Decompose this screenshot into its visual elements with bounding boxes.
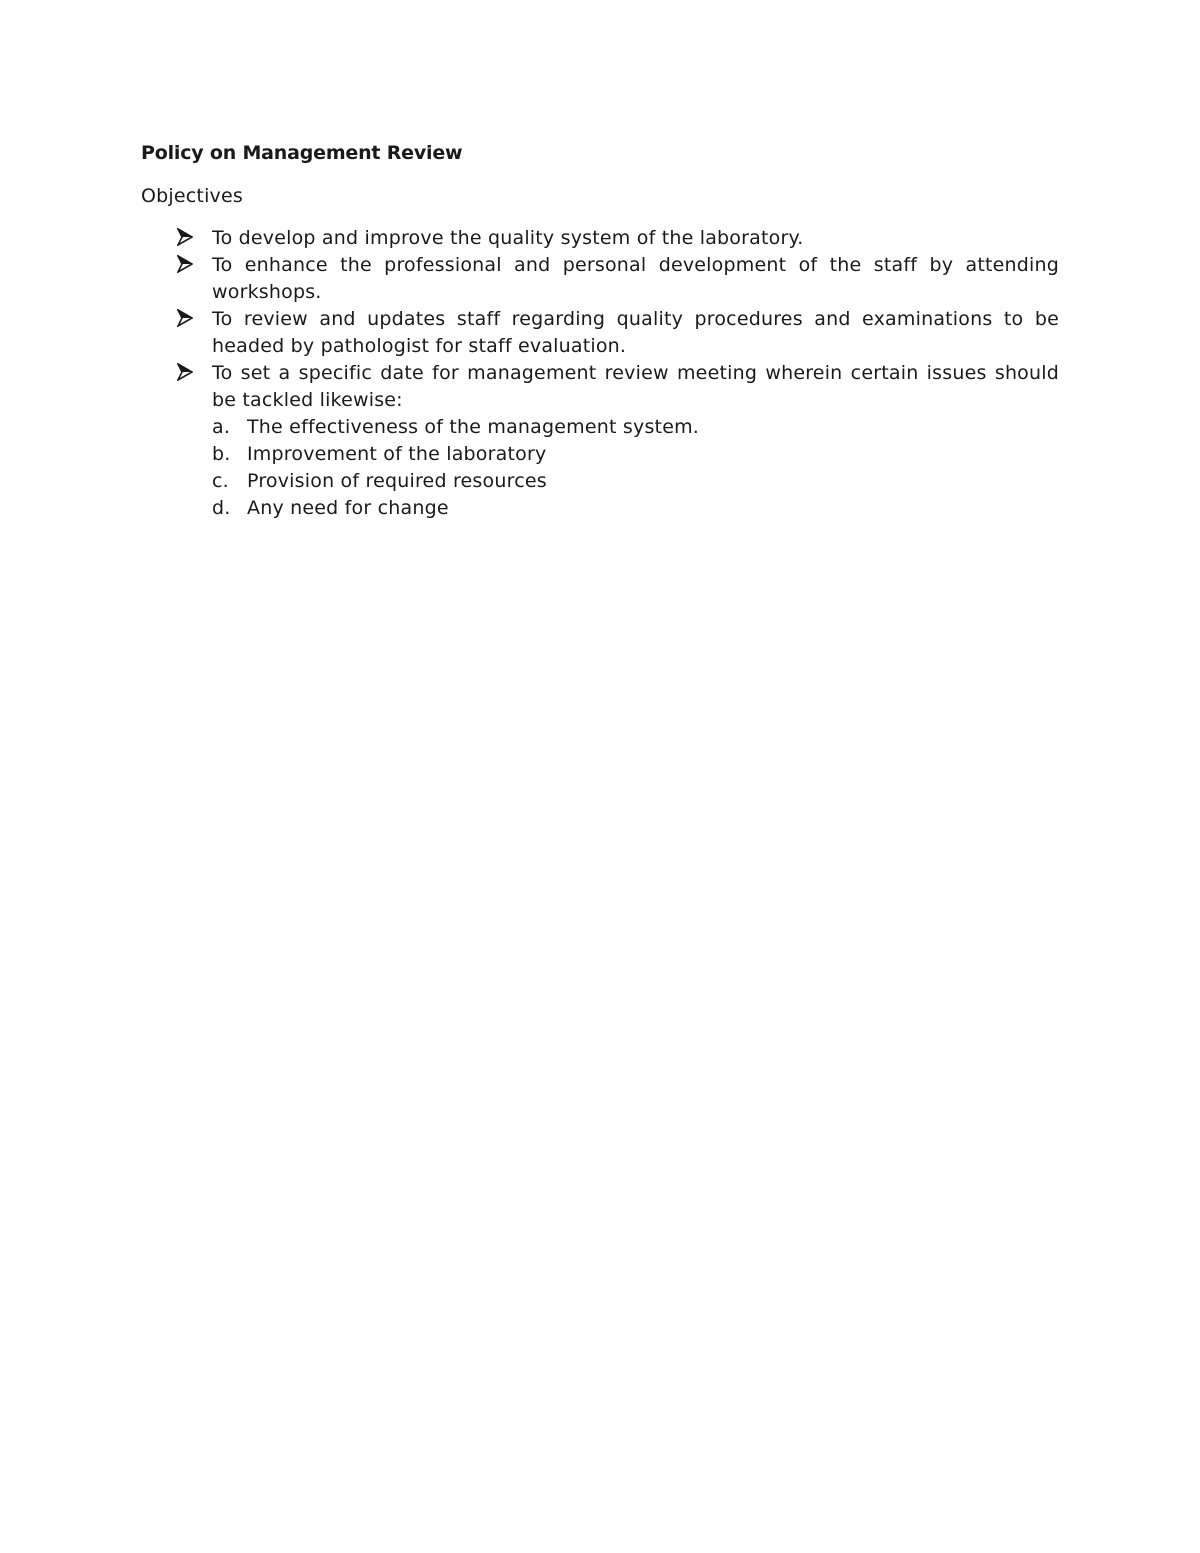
- objective-item: [141, 306, 1059, 360]
- sub-item-marker: c.: [212, 470, 229, 492]
- sub-item-text: The effectiveness of the management system.: [247, 416, 700, 438]
- sub-item-text: Improvement of the laboratory: [247, 443, 547, 465]
- arrowhead-bullet-icon: [177, 228, 193, 246]
- sub-item-marker: b.: [212, 443, 231, 465]
- sub-item: [212, 414, 1059, 441]
- sub-item: [212, 495, 1059, 522]
- arrowhead-bullet-icon: [177, 255, 193, 273]
- sub-item-marker: d.: [212, 497, 231, 519]
- arrowhead-bullet-icon: [177, 309, 193, 327]
- arrowhead-bullet-icon: [177, 363, 193, 381]
- section-heading-objectives: Objectives: [141, 185, 243, 207]
- objective-text: To develop and improve the quality system of the laboratory.: [212, 227, 804, 249]
- sub-item: [212, 441, 1059, 468]
- sub-item: [212, 468, 1059, 495]
- objective-text: To review and updates staff regarding quality procedures and examinations to be headed by pathologist for staff evaluation.: [212, 308, 1059, 357]
- objective-item: [141, 360, 1059, 522]
- sub-items-list: [212, 414, 1059, 522]
- objective-text: To enhance the professional and personal development of the staff by attending workshops.: [212, 254, 1059, 303]
- document-title: Policy on Management Review: [141, 142, 463, 164]
- sub-item-text: Any need for change: [247, 497, 449, 519]
- document-content: [141, 140, 1059, 522]
- sub-item-marker: a.: [212, 416, 231, 438]
- objective-item: [141, 252, 1059, 306]
- objective-item: [141, 225, 1059, 252]
- sub-item-text: Provision of required resources: [247, 470, 547, 492]
- objectives-list: [141, 225, 1059, 522]
- objective-text: To set a specific date for management review meeting wherein certain issues should be tackled likewise:: [212, 362, 1059, 411]
